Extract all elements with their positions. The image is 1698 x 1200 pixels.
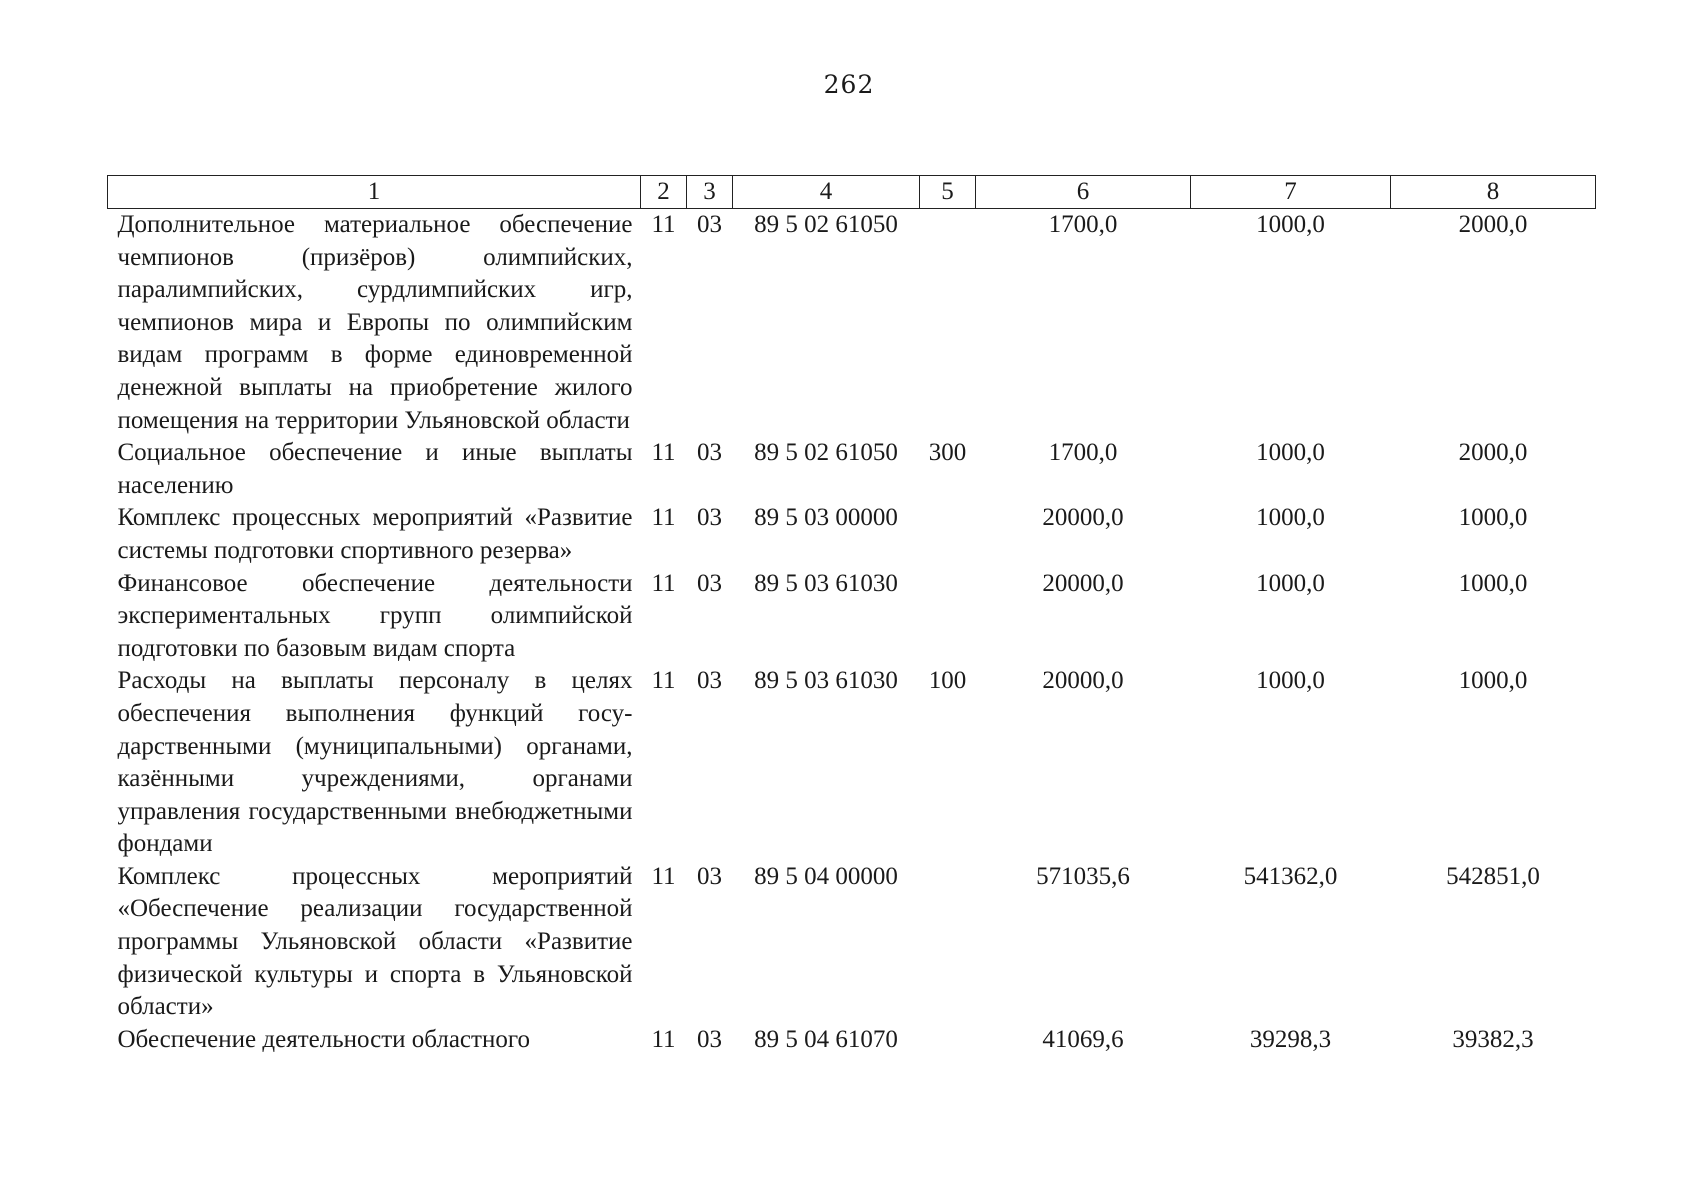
row-section: 11 <box>651 211 676 238</box>
row-amount-col6: 1700,0 <box>1048 211 1118 238</box>
table-row <box>108 1024 1596 1057</box>
row-expense-type: 100 <box>928 667 967 695</box>
row-amount-col7: 1000,0 <box>1256 569 1325 597</box>
page-number: 262 <box>823 70 875 99</box>
header-col-5: 5 <box>920 176 976 209</box>
row-name: Расходы на выплаты персоналу в целях обеспечения выполнения функций государственными (муниципальными) органами, казёнными учреждениями, органами управления государственными внебюджетными фондами <box>117 667 633 858</box>
header-col-4: 4 <box>733 176 920 209</box>
table-row <box>108 437 1596 502</box>
row-target-code: 89 5 03 61030 <box>754 667 898 695</box>
table-row <box>108 209 1596 438</box>
row-amount-col8: 542851,0 <box>1446 862 1540 890</box>
row-amount-col6: 20000,0 <box>1042 569 1124 597</box>
row-section: 11 <box>651 504 676 532</box>
header-col-3: 3 <box>687 176 733 209</box>
row-subsection: 03 <box>697 667 722 695</box>
row-amount-col6: 41069,6 <box>1042 1025 1124 1053</box>
row-amount-col7: 541362,0 <box>1243 862 1338 890</box>
header-col-6: 6 <box>976 176 1191 209</box>
row-amount-col6: 571035,6 <box>1036 862 1130 890</box>
row-expense-type <box>920 861 976 1024</box>
row-amount-col6: 1700,0 <box>1048 439 1118 467</box>
row-amount-col7: 39298,3 <box>1249 1025 1332 1053</box>
row-name: Комплекс процессных мероприятий «Развитие системы подготовки спортивного резерва» <box>117 504 633 564</box>
row-target-code: 89 5 02 61050 <box>754 211 898 238</box>
row-subsection: 03 <box>697 569 722 597</box>
row-amount-col7: 1000,0 <box>1256 667 1325 695</box>
table-row <box>108 568 1596 666</box>
header-row <box>108 176 1596 209</box>
row-section: 11 <box>651 569 676 597</box>
row-target-code: 89 5 03 61030 <box>754 569 898 597</box>
table-body <box>108 209 1596 1057</box>
header-col-8: 8 <box>1391 176 1596 209</box>
row-target-code: 89 5 03 00000 <box>754 504 898 532</box>
row-subsection: 03 <box>697 211 722 238</box>
row-name: Обеспечение деятельности областного <box>117 1025 530 1053</box>
row-amount-col8: 1000,0 <box>1458 504 1528 532</box>
header-col-1: 1 <box>108 176 641 209</box>
row-section: 11 <box>651 1025 676 1053</box>
row-expense-type <box>920 502 976 567</box>
row-amount-col6: 20000,0 <box>1042 667 1124 695</box>
row-amount-col8: 1000,0 <box>1458 667 1528 695</box>
row-name: Финансовое обеспечение деятельности экспериментальных групп олимпийской подготовки по базовым видам спорта <box>117 569 633 662</box>
row-target-code: 89 5 04 00000 <box>754 862 898 890</box>
row-target-code: 89 5 02 61050 <box>754 439 898 467</box>
row-section: 11 <box>651 439 676 467</box>
table-row <box>108 665 1596 861</box>
row-amount-col8: 2000,0 <box>1458 439 1528 467</box>
budget-table <box>107 175 1596 1056</box>
row-amount-col8: 2000,0 <box>1458 211 1528 238</box>
row-section: 11 <box>651 667 676 695</box>
row-subsection: 03 <box>697 862 722 890</box>
table-header <box>108 176 1596 209</box>
row-name: Дополнительное материальное обеспечение чемпионов (призёров) олимпийских, паралимпийских, сурдлимпийских игр, чемпионов мира и Европы по олимпийским видам программ в форме единовременной денежной выплаты на приобретение жилого помещения на территории Ульяновской области <box>117 211 633 434</box>
header-col-2: 2 <box>641 176 687 209</box>
row-subsection: 03 <box>697 1025 722 1053</box>
row-amount-col6: 20000,0 <box>1042 504 1124 532</box>
row-expense-type: 300 <box>928 439 967 467</box>
row-amount-col8: 39382,3 <box>1452 1025 1534 1053</box>
row-expense-type <box>920 568 976 666</box>
row-expense-type <box>920 1024 976 1057</box>
row-name: Комплекс процессных мероприятий «Обеспечение реализации государственной программы Ульяновской области «Развитие физической культуры и спорта в Ульяновской области» <box>117 862 633 1021</box>
row-name: Социальное обеспечение и иные выплаты населению <box>117 439 633 499</box>
row-amount-col7: 1000,0 <box>1256 504 1325 532</box>
header-col-7: 7 <box>1191 176 1391 209</box>
row-subsection: 03 <box>697 439 722 467</box>
row-amount-col7: 1000,0 <box>1256 439 1325 467</box>
table-row <box>108 502 1596 567</box>
row-expense-type <box>920 209 976 438</box>
table-row <box>108 861 1596 1024</box>
row-target-code: 89 5 04 61070 <box>754 1025 898 1053</box>
row-amount-col8: 1000,0 <box>1458 569 1528 597</box>
row-subsection: 03 <box>697 504 722 532</box>
row-section: 11 <box>651 862 676 890</box>
row-amount-col7: 1000,0 <box>1256 211 1325 238</box>
